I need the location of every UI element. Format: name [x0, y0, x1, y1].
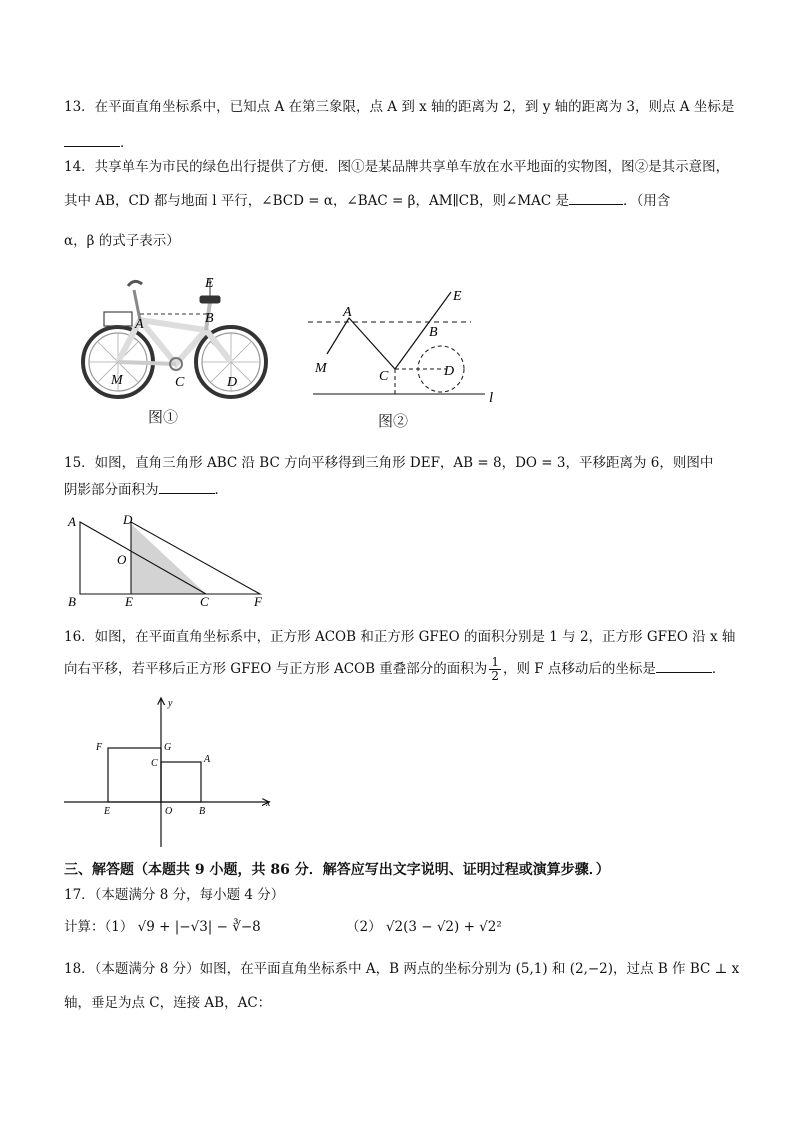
q16-end: ． [711, 661, 726, 677]
label-E: E [205, 276, 214, 291]
label-B: B [429, 325, 438, 340]
answer-blank[interactable] [569, 190, 623, 205]
label-F: F [254, 594, 262, 609]
label-G: G [164, 742, 172, 753]
q15-end: ． [214, 482, 228, 498]
answer-blank[interactable] [656, 658, 712, 673]
q15-line2 [64, 479, 228, 499]
q14-line1: 14．共享单车为市民的绿色出行提供了方便．图①是某品牌共享单车放在水平地面的实物图，图②是其示意图， [64, 159, 730, 175]
q17-line1: 17．（本题满分 8 分，每小题 4 分） [64, 887, 285, 903]
q17-expression-2: √2(3 − √2) + √2² [385, 919, 502, 935]
coordinate-squares-figure [64, 692, 276, 852]
q13-end: ． [120, 135, 134, 151]
q16-line2 [64, 656, 725, 683]
q13-line2 [64, 132, 134, 152]
q13-line1: 13．在平面直角坐标系中，已知点 A 在第三象限，点 A 到 x 轴的距离为 2，到 y 轴的距离为 3，则点 A 坐标是 [64, 99, 735, 115]
label-C: C [379, 369, 389, 384]
q17-calc-label: 计算：（1） [64, 919, 134, 935]
q16-line2-b: ，则 F 点移动后的坐标是 [502, 661, 656, 677]
q14-line2-b: ．（用含 [623, 193, 671, 209]
label-B: B [199, 806, 206, 817]
q14-line3: α，β 的式子表示） [64, 233, 180, 249]
label-F: F [96, 742, 103, 753]
answer-blank[interactable] [64, 132, 120, 147]
q14-line2 [64, 190, 670, 210]
q17-line2 [64, 918, 261, 936]
label-E: E [453, 289, 462, 304]
bike-diagram [305, 282, 505, 412]
q16-line1: 16．如图，在平面直角坐标系中，正方形 ACOB 和正方形 GFEO 的面积分别是 1 与 2，正方形 GFEO 沿 x 轴 [64, 629, 736, 645]
label-M: M [315, 361, 327, 376]
label-M: M [111, 373, 123, 388]
q15-line1: 15．如图，直角三角形 ABC 沿 BC 方向平移得到三角形 DEF，AB = 8，DO = 3，平移距离为 6，则图中 [64, 455, 714, 471]
q14-line2-a: 其中 AB，CD 都与地面 l 平行，∠BCD = α，∠BAC = β，AM∥CB，则∠MAC 是 [64, 193, 570, 209]
q16-line2-a: 向右平移，若平移后正方形 GFEO 与正方形 ACOB 重叠部分的面积为 [64, 661, 488, 677]
label-B: B [205, 311, 214, 326]
label-C: C [151, 758, 158, 769]
frac-num: 1 [491, 655, 499, 669]
fig2-caption: 图② [378, 412, 409, 430]
label-A: A [204, 754, 211, 765]
label-B: B [68, 594, 76, 609]
q17-part2 [346, 918, 502, 936]
frac-den: 2 [491, 669, 499, 683]
label-O: O [117, 552, 127, 567]
label-O: O [165, 806, 173, 817]
q15-line2-text: 阴影部分面积为 [64, 482, 159, 498]
label-C: C [175, 375, 185, 390]
label-E: E [125, 594, 133, 609]
translation-triangle-figure [64, 512, 274, 612]
label-l: l [489, 390, 494, 406]
q17-part2-label: （2） [346, 919, 382, 935]
fraction-one-half [489, 656, 501, 683]
label-y: y [168, 698, 173, 709]
q18-line1: 18．（本题满分 8 分）如图，在平面直角坐标系中 A，B 两点的坐标分别为 (5,1) 和 (2,−2)，过点 B 作 BC ⊥ x [64, 961, 740, 977]
label-x: x [266, 798, 271, 809]
label-A: A [135, 317, 144, 332]
fig1-caption: 图① [148, 408, 179, 426]
label-D: D [227, 375, 238, 390]
label-C: C [200, 594, 209, 609]
label-A: A [68, 514, 76, 529]
answer-blank[interactable] [159, 479, 215, 494]
label-E: E [104, 806, 111, 817]
section-heading: 三、解答题（本题共 9 小题，共 86 分．解答应写出文字说明、证明过程或演算步骤．） [64, 862, 610, 878]
label-A: A [343, 305, 352, 320]
label-D: D [123, 512, 133, 527]
q17-expression-1: √9 + |−√3| − ∛−8 [137, 919, 261, 935]
q18-line2: 轴，垂足为点 C，连接 AB，AC： [64, 995, 272, 1011]
label-D: D [444, 364, 455, 379]
